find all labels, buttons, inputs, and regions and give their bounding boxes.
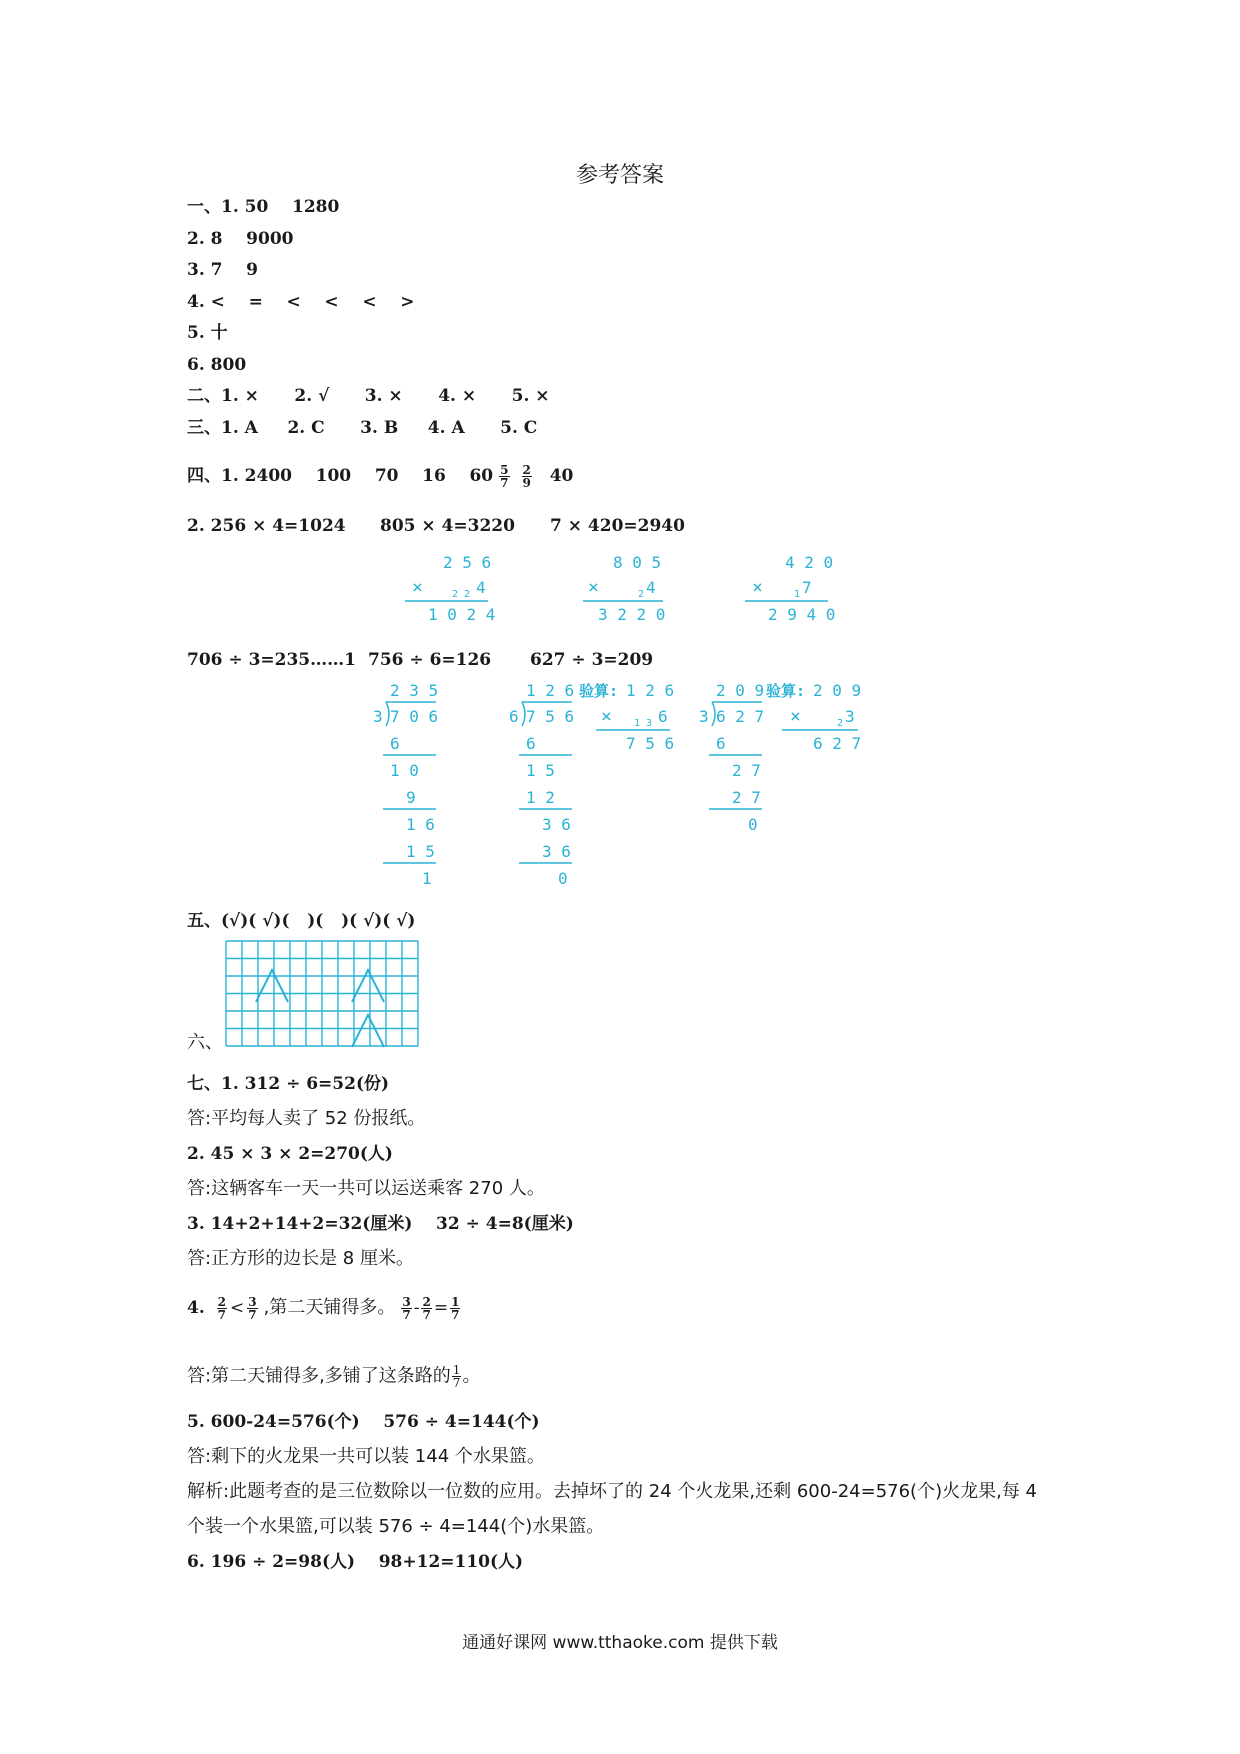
s7-line6: 6. 196 ÷ 2=98(人) 98+12=110(人) <box>187 1552 524 1572</box>
d2-check-carry: 1 3 <box>634 718 653 729</box>
s4-div-a: 706 ÷ 3=235……1 <box>187 650 356 670</box>
s1-line6: 6. 800 <box>187 355 247 375</box>
m1-carry: 2 2 <box>452 589 471 600</box>
fraction: $\frac{3}{7}$ <box>402 1295 411 1322</box>
fraction-2-9: $\frac{2}{9}$ <box>522 463 531 490</box>
symmetry-grid <box>224 940 421 1048</box>
d3-divisor: 3 <box>699 707 709 726</box>
fraction: $\frac{3}{7}$ <box>248 1295 257 1322</box>
shape-a <box>256 970 288 1002</box>
s4-div-c: 627 ÷ 3=209 <box>530 650 654 670</box>
d3-check-bottom: 3 <box>845 707 855 726</box>
s7-line4: 4. $\frac{2}{7}$ < $\frac{3}{7}$ ,第二天铺得多。 $\frac{3}{7}$ - $\frac{2}{7}$ = $\frac{1}{7}$ <box>187 1295 460 1322</box>
d2-step: 1 2 <box>526 788 555 807</box>
s4-div-b: 756 ÷ 6=126 <box>368 650 492 670</box>
d1-step: 1 6 <box>406 815 435 834</box>
d1-step: 9 <box>406 788 416 807</box>
s1-line1: 一、1. 50 1280 <box>187 197 340 217</box>
d1-quotient: 2 3 5 <box>390 681 439 700</box>
m1-times: × <box>412 577 423 598</box>
m3-bottom: 7 <box>802 578 812 597</box>
d2-check-label: 验算: <box>579 682 619 700</box>
d1-step: 1 0 <box>390 761 419 780</box>
s1-line3: 3. 7 9 <box>187 260 258 280</box>
s7-line1: 七、1. 312 ÷ 6=52(份) <box>187 1074 390 1094</box>
s7-explanation-b: 个装一个水果篮,可以装 576 ÷ 4=144(个)水果篮。 <box>187 1516 605 1537</box>
d2-quotient: 1 2 6 <box>526 681 575 700</box>
d2-step: 0 <box>558 869 568 888</box>
s4-line1-text: 四、1. 2400 100 70 16 60 <box>187 466 494 486</box>
m3-carry: 1 <box>794 589 801 600</box>
fraction: $\frac{2}{7}$ <box>422 1295 431 1322</box>
m2-top: 8 0 5 <box>613 553 662 572</box>
d3-quotient: 2 0 9 <box>716 681 765 700</box>
s7-answer1: 答:平均每人卖了 52 份报纸。 <box>187 1108 426 1129</box>
m2-bottom: 4 <box>646 578 656 597</box>
s4-mul-a: 2. 256 × 4=1024 <box>187 516 346 536</box>
d2-check-top: 1 2 6 <box>626 681 675 700</box>
m1-bottom: 4 <box>476 578 486 597</box>
d3-step: 2 7 <box>732 761 761 780</box>
d3-check-carry: 2 <box>837 718 844 729</box>
d1-step: 1 5 <box>406 842 435 861</box>
s2-line: 二、1. × 2. √ 3. × 4. × 5. × <box>187 386 550 406</box>
s7-line3: 3. 14+2+14+2=32(厘米) 32 ÷ 4=8(厘米) <box>187 1214 574 1234</box>
shape-b <box>352 970 384 1002</box>
s4-mul-c: 7 × 420=2940 <box>550 516 685 536</box>
s5-line: 五、(√)( √)( )( )( √)( √) <box>187 911 416 931</box>
m3-times: × <box>752 577 763 598</box>
d3-check-times: × <box>790 706 801 727</box>
d2-step: 3 6 <box>542 815 571 834</box>
d2-check-times: × <box>601 706 612 727</box>
s1-line2: 2. 8 9000 <box>187 229 294 249</box>
m1-result: 1 0 2 4 <box>428 605 496 624</box>
d1-step: 6 <box>390 734 400 753</box>
d3-step: 6 <box>716 734 726 753</box>
s4-mul-b: 805 × 4=3220 <box>380 516 515 536</box>
s7-line2: 2. 45 × 3 × 2=270(人) <box>187 1144 393 1164</box>
d2-dividend: 7 5 6 <box>526 707 575 726</box>
d2-divisor: 6 <box>509 707 519 726</box>
m3-top: 4 2 0 <box>785 553 834 572</box>
d3-check-result: 6 2 7 <box>813 734 862 753</box>
m1-top: 2 5 6 <box>443 553 492 572</box>
s7-answer5: 答:剩下的火龙果一共可以装 144 个水果篮。 <box>187 1446 545 1467</box>
s7-answer4: 答:第二天铺得多,多铺了这条路的 $\frac{1}{7}$ 。 <box>187 1363 481 1390</box>
s7-answer2: 答:这辆客车一天一共可以运送乘客 270 人。 <box>187 1178 545 1199</box>
d1-step: 1 <box>422 869 432 888</box>
m2-result: 3 2 2 0 <box>598 605 666 624</box>
m2-carry: 2 <box>638 589 645 600</box>
fraction: $\frac{1}{7}$ <box>452 1363 461 1390</box>
m2-times: × <box>588 577 599 598</box>
d1-dividend: 7 0 6 <box>390 707 439 726</box>
d2-step: 1 5 <box>526 761 555 780</box>
s1-line5: 5. 十 <box>187 323 228 343</box>
m3-result: 2 9 4 0 <box>768 605 836 624</box>
fraction: $\frac{1}{7}$ <box>451 1295 460 1322</box>
d3-step: 0 <box>748 815 758 834</box>
fraction: $\frac{2}{7}$ <box>217 1295 227 1322</box>
s7-explanation-a: 解析:此题考查的是三位数除以一位数的应用。去掉坏了的 24 个火龙果,还剩 600-24=576(个)火龙果,每 4 <box>187 1481 1037 1502</box>
s4-line1-end: 40 <box>549 466 574 486</box>
fraction-5-7: $\frac{5}{7}$ <box>500 463 509 490</box>
page-title: 参考答案 <box>575 163 664 188</box>
d3-step: 2 7 <box>732 788 761 807</box>
s3-line: 三、1. A 2. C 3. B 4. A 5. C <box>187 418 538 438</box>
d3-check-label: 验算: <box>766 682 806 700</box>
d3-dividend: 6 2 7 <box>716 707 765 726</box>
d2-step: 3 6 <box>542 842 571 861</box>
d2-check-result: 7 5 6 <box>626 734 675 753</box>
d3-check-top: 2 0 9 <box>813 681 862 700</box>
shape-c <box>352 1015 384 1047</box>
d1-divisor: 3 <box>373 707 383 726</box>
s7-answer3: 答:正方形的边长是 8 厘米。 <box>187 1248 414 1269</box>
s1-line4: 4. < = < < < > <box>187 292 415 312</box>
footer: 通通好课网 www.tthaoke.com 提供下载 <box>462 1633 778 1653</box>
s7-line5: 5. 600-24=576(个) 576 ÷ 4=144(个) <box>187 1412 540 1432</box>
d2-check-bottom: 6 <box>658 707 668 726</box>
d2-step: 6 <box>526 734 536 753</box>
s6-label: 六、 <box>187 1032 223 1053</box>
